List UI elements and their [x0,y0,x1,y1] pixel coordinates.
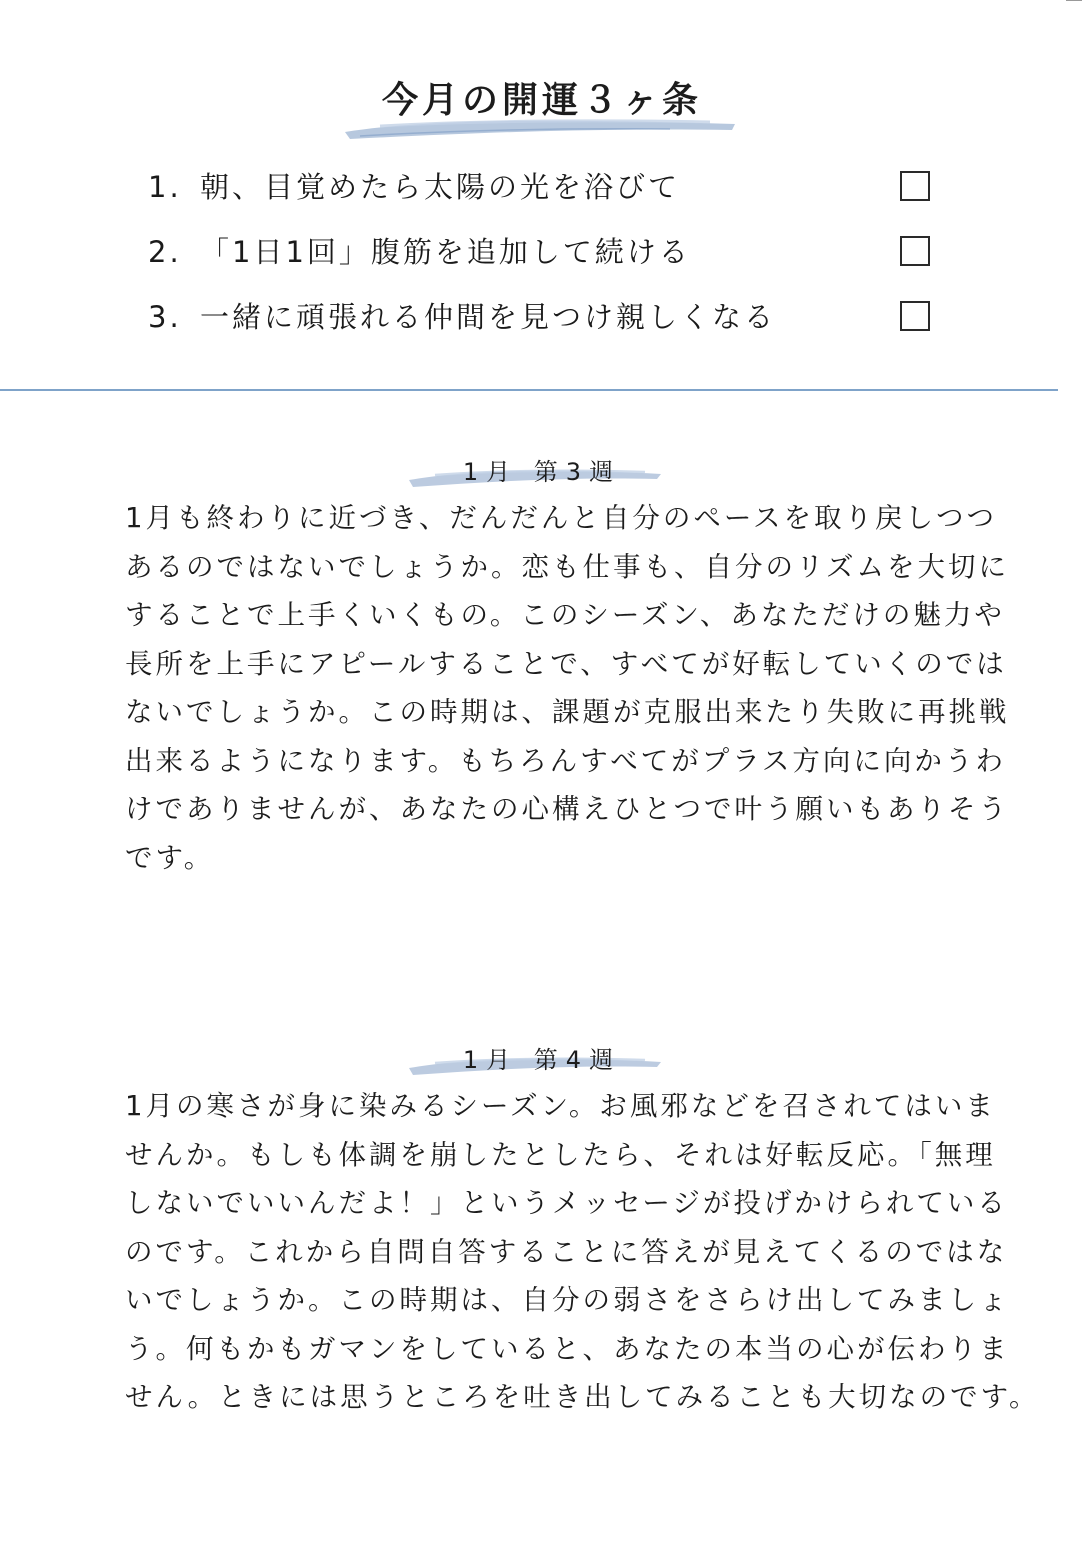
fortune-checklist [148,165,938,360]
checklist-text: 朝、目覚めたら太陽の光を浴びて [200,170,681,204]
section-divider [0,389,1058,391]
checkbox-2[interactable] [900,236,930,266]
checklist-text: 一緒に頑張れる仲間を見つけ親しくなる [200,300,777,334]
week4-line: せん。ときには思うところを吐き出してみることも大切なのです。 [125,1381,1040,1413]
checkbox-1[interactable] [900,171,930,201]
week4-line: せんか。もしも体調を崩したとしたら、それは好転反応。「無理 [125,1138,996,1171]
checklist-item-2 [148,230,938,295]
week4-line: しないでいいんだよ！」というメッセージが投げかけられている [125,1187,1008,1219]
week4-heading: 1月 第4週 [462,1046,622,1074]
week4-body [125,1082,1040,1422]
week4-line: いでしょうか。この時期は、自分の弱さをさらけ出してみましょ [125,1284,1010,1316]
week3-heading: 1月 第3週 [462,458,622,486]
checklist-number: 3. [148,300,182,334]
week3-body [125,494,1010,882]
week4-line: 1月の寒さが身に染みるシーズン。お風邪などを召されてはいま [125,1090,996,1122]
page-title: 今月の開運３ヶ条 [381,80,702,121]
week3-line: 1月も終わりに近づき、だんだんと自分のペースを取り戻しつつ [125,502,998,534]
week4-line: のです。これから自問自答することに答えが見えてくるのではな [125,1235,1008,1268]
week3-line: することで上手くいくもの。このシーズン、あなただけの魅力や [125,599,1005,631]
checklist-item-3 [148,295,938,360]
checklist-number: 1. [148,170,182,204]
checklist-number: 2. [148,235,182,269]
week4-line: う。何もかもガマンをしていると、あなたの本当の心が伝わりま [125,1332,1010,1365]
week3-line: です。 [125,841,215,874]
corner-mark [1066,0,1082,4]
week3-line: 長所を上手にアピールすることで、すべてが好転していくのでは [125,647,1007,680]
week3-line: あるのではないでしょうか。恋も仕事も、自分のリズムを大切に [125,550,1009,583]
week3-line: ないでしょうか。この時期は、課題が克服出来たり失敗に再挑戦 [125,696,1010,728]
week3-line: けでありませんが、あなたの心構えひとつで叶う願いもありそう [125,793,1009,825]
checklist-text: 「1日1回」腹筋を追加して続ける [200,235,691,269]
week3-line: 出来るようになります。もちろんすべてがプラス方向に向かうわ [125,744,1006,777]
checklist-item-1 [148,165,938,230]
checkbox-3[interactable] [900,301,930,331]
